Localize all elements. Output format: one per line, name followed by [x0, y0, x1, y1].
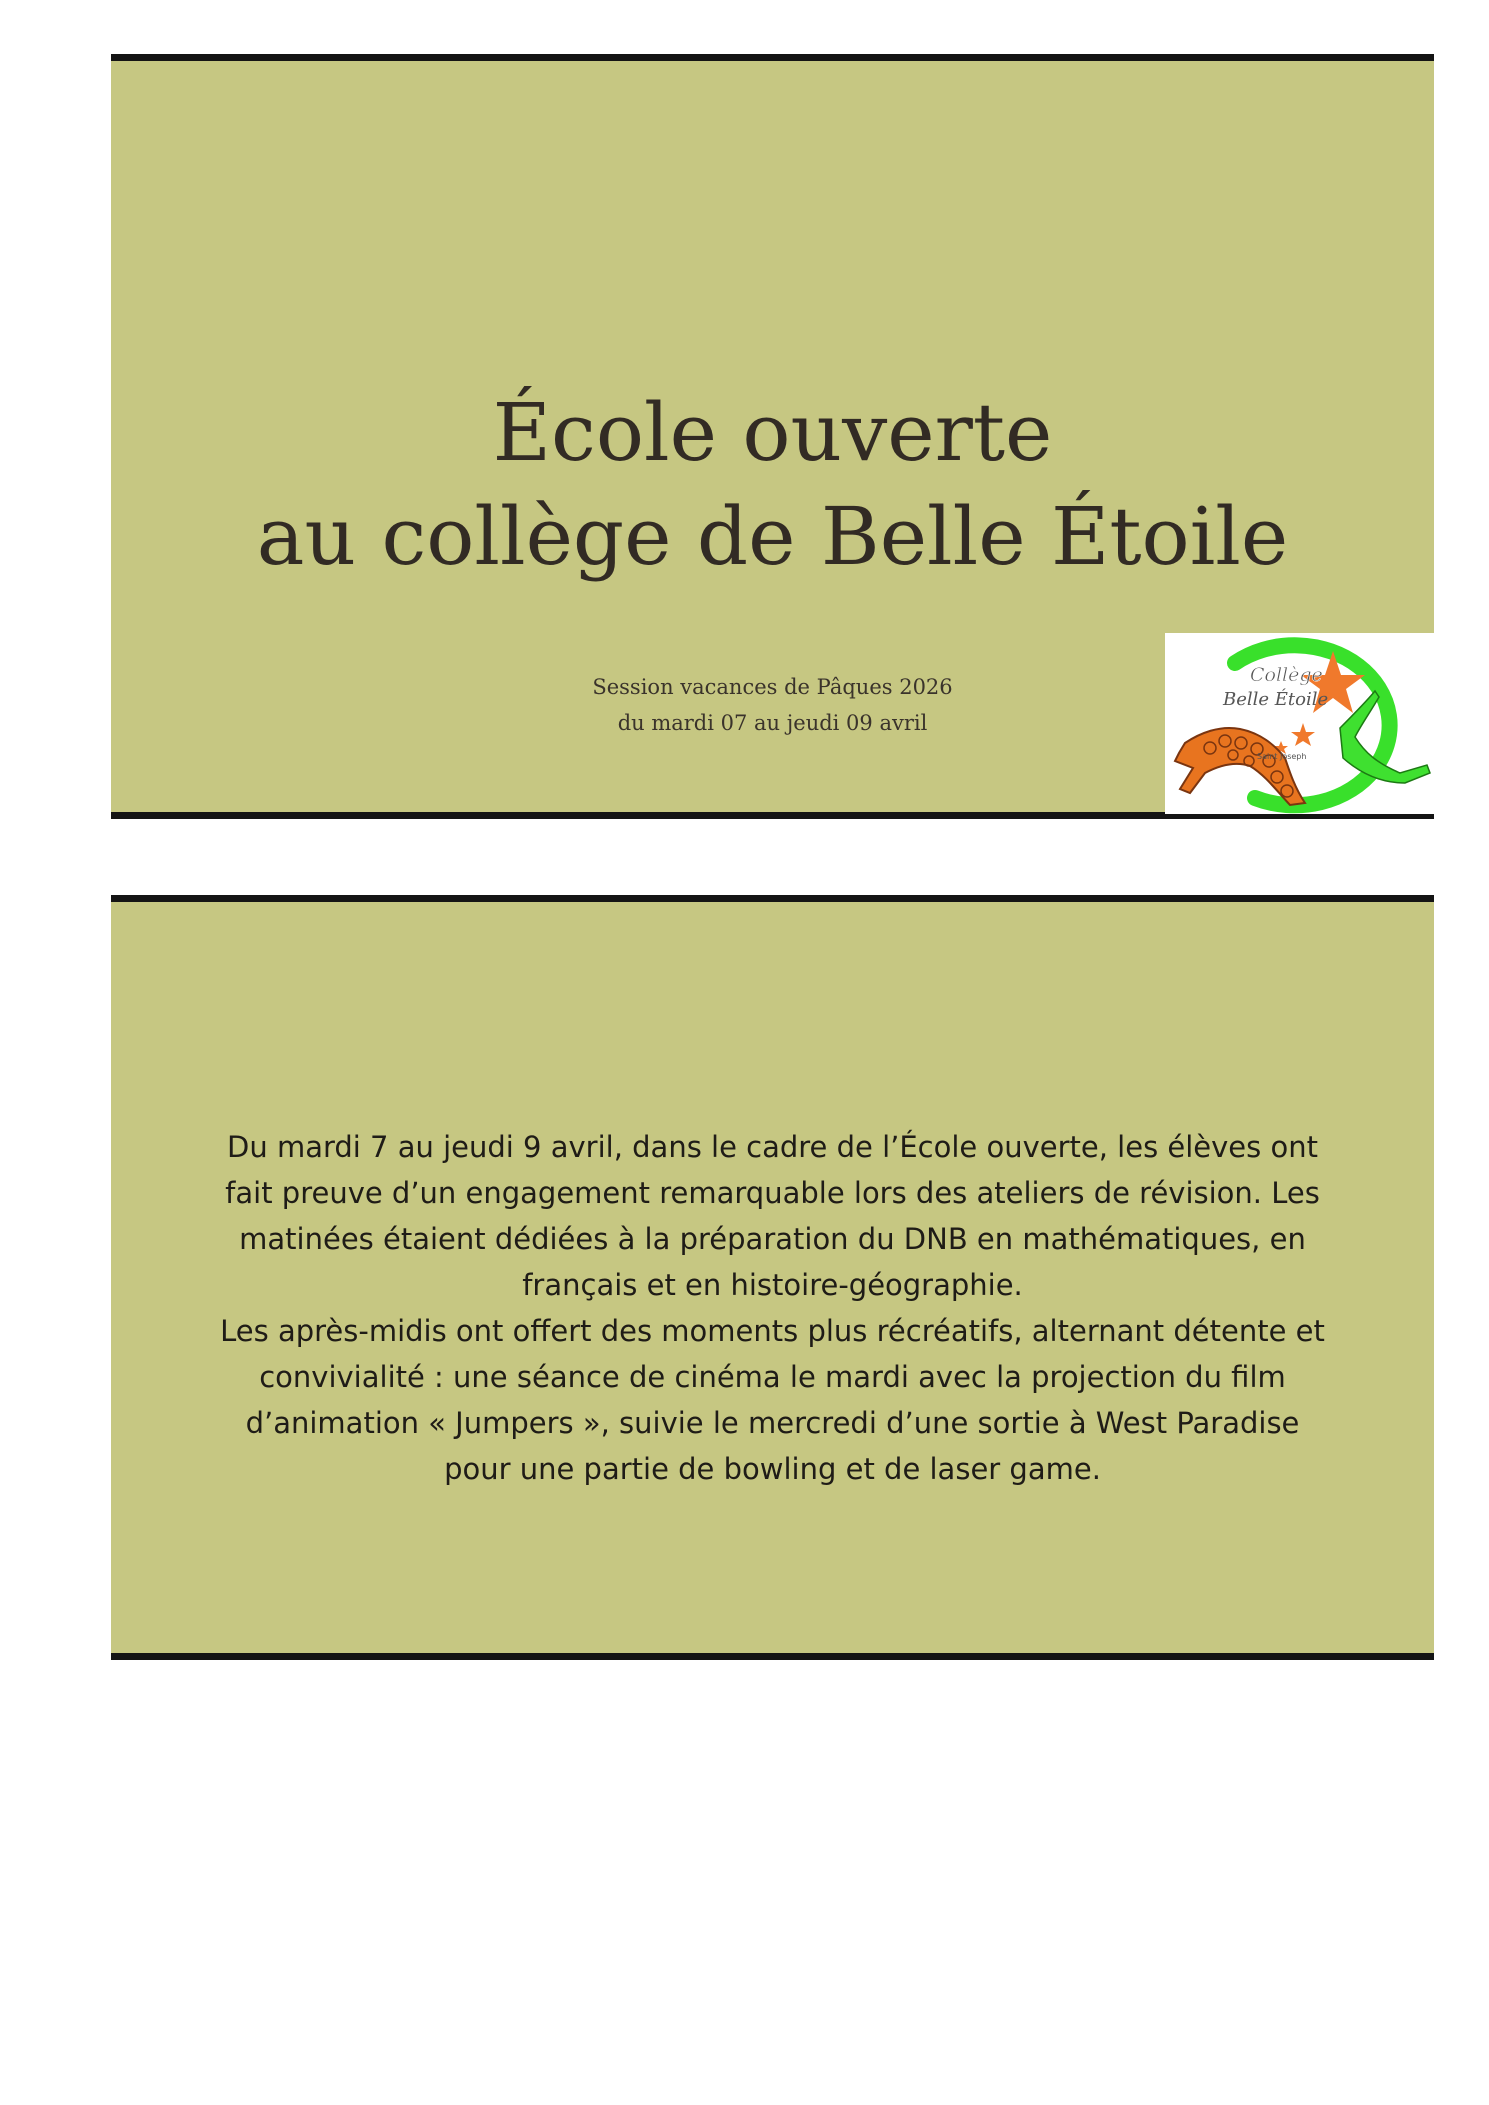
article-line: français et en histoire-géographie. — [522, 1268, 1023, 1302]
article-panel — [111, 895, 1434, 1660]
session-line-2: du mardi 07 au jeudi 09 avril — [617, 711, 928, 735]
article-line: pour une partie de bowling et de laser game. — [444, 1452, 1101, 1486]
article-text — [141, 1124, 1404, 1492]
session-line-1: Session vacances de Pâques 2026 — [592, 675, 953, 699]
article-line: matinées étaient dédiées à la préparation du DNB en mathématiques, en — [239, 1222, 1306, 1256]
article-line: d’animation « Jumpers », suivie le mercredi d’une sortie à West Paradise — [245, 1406, 1300, 1440]
logo-orange-lizard-icon — [1175, 728, 1305, 805]
college-logo-image — [1165, 633, 1434, 814]
header-panel — [111, 54, 1434, 819]
college-logo — [1165, 633, 1434, 814]
article-line: Les après-midis ont offert des moments plus récréatifs, alternant détente et — [220, 1314, 1325, 1348]
logo-text-belle-etoile: Belle Étoile — [1223, 689, 1329, 710]
logo-text-college: Collège — [1250, 664, 1323, 686]
logo-text-saint-joseph: Saint Joseph — [1257, 752, 1307, 761]
title-line-2: au collège de Belle Étoile — [256, 490, 1289, 583]
article-line: Du mardi 7 au jeudi 9 avril, dans le cadre de l’École ouverte, les élèves ont — [227, 1130, 1318, 1164]
page-title — [111, 381, 1434, 589]
title-line-1: École ouverte — [492, 386, 1053, 479]
article-line: fait preuve d’un engagement remarquable lors des ateliers de révision. Les — [225, 1176, 1320, 1210]
article-line: convivialité : une séance de cinéma le mardi avec la projection du film — [259, 1360, 1286, 1394]
logo-small-star-icon — [1291, 723, 1315, 746]
